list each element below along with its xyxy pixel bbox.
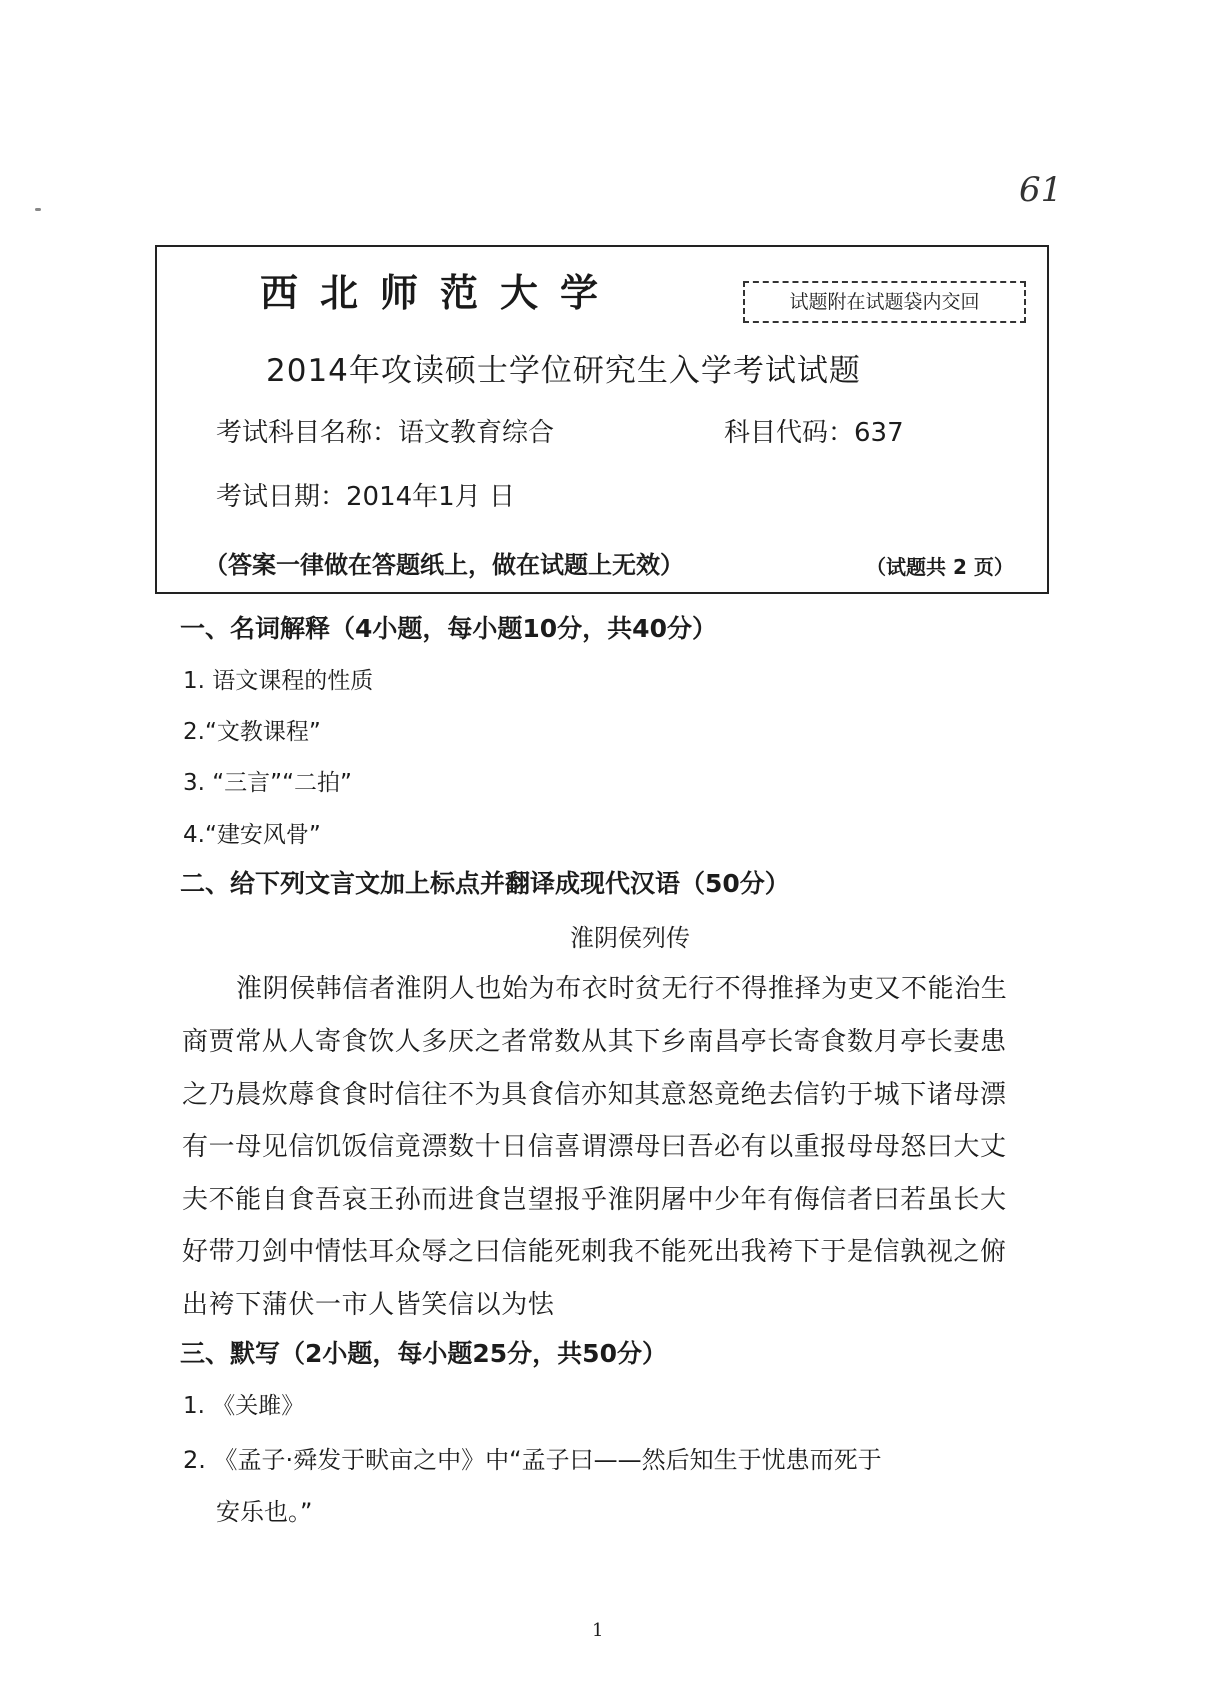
section-2-heading: 二、给下列文言文加上标点并翻译成现代汉语（50分） [180, 869, 790, 898]
passage-line: 好带刀剑中情怯耳众辱之曰信能死刺我不能死出我袴下于是信孰视之俯 [182, 1237, 1007, 1267]
passage-line: 有一母见信饥饭信竟漂数十日信喜谓漂母曰吾必有以重报母母怒曰大丈 [182, 1132, 1007, 1162]
subject-name: 考试科目名称：语文教育综合 [216, 418, 555, 448]
exam-date: 考试日期：2014年1月 日 [216, 482, 515, 512]
section-1-item-4: 4.“建安风骨” [183, 822, 321, 848]
answer-note: （答案一律做在答题纸上，做在试题上无效） [204, 551, 684, 579]
section-3-item-2: 2. 《孟子·舜发于畎亩之中》中“孟子曰——然后知生于忧患而死于 [183, 1446, 882, 1474]
university-name: 西北师范大学 [260, 271, 621, 315]
passage-line: 之乃晨炊蓐食食时信往不为具食信亦知其意怒竟绝去信钓于城下诸母漂 [182, 1080, 1007, 1110]
passage-title: 淮阴侯列传 [570, 924, 690, 952]
section-1-heading: 一、名词解释（4小题，每小题10分，共40分） [180, 614, 717, 643]
section-1-item-1: 1. 语文课程的性质 [183, 668, 374, 694]
page-mark: 61 [1019, 170, 1063, 210]
passage-line: 淮阴侯韩信者淮阴人也始为布衣时贫无行不得推择为吏又不能治生 [236, 974, 1008, 1004]
section-3-item-2-cont: 安乐也。” [216, 1498, 313, 1526]
section-1-item-2: 2.“文教课程” [183, 719, 321, 745]
passage-line: 出袴下蒲伏一市人皆笑信以为怯 [182, 1290, 555, 1320]
section-1-item-3: 3. “三言”“二拍” [183, 770, 352, 796]
subject-code: 科目代码：637 [724, 418, 904, 448]
exam-title: 2014年攻读硕士学位研究生入学考试试题 [266, 353, 861, 389]
return-notice: 试题附在试题袋内交回 [743, 281, 1026, 323]
section-3-heading: 三、默写（2小题，每小题25分，共50分） [180, 1339, 667, 1368]
scan-speck [35, 208, 41, 211]
page-number: 1 [592, 1620, 604, 1641]
passage-line: 夫不能自食吾哀王孙而进食岂望报乎淮阴屠中少年有侮信者曰若虽长大 [182, 1185, 1007, 1215]
section-3-item-1: 1. 《关雎》 [183, 1393, 305, 1419]
page-count: （试题共 2 页） [866, 555, 1014, 579]
passage-line: 商贾常从人寄食饮人多厌之者常数从其下乡南昌亭长寄食数月亭长妻患 [182, 1027, 1007, 1057]
